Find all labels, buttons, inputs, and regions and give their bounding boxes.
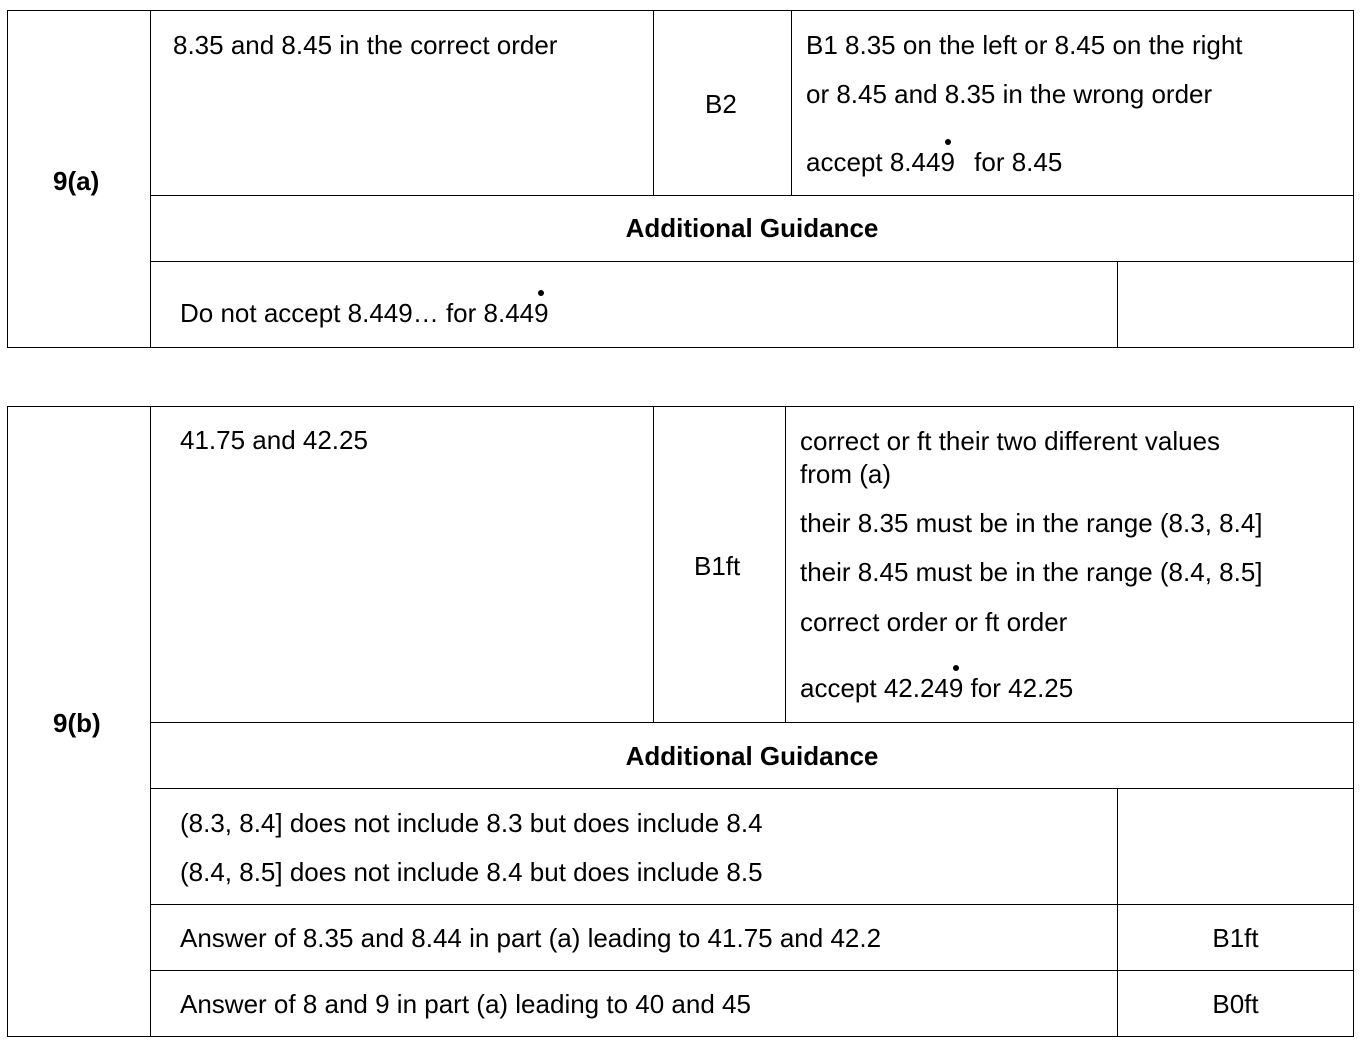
guidance-9a bbox=[180, 298, 549, 328]
guidance-9b-row1-line1: (8.3, 8.4] does not include 8.3 but does include 8.4 bbox=[180, 808, 763, 838]
divider bbox=[150, 970, 1354, 971]
mark-9b: B1ft bbox=[694, 551, 741, 581]
accept-prefix: accept 8.44 bbox=[806, 147, 941, 177]
recurring-digit bbox=[534, 298, 548, 328]
divider bbox=[1117, 261, 1118, 348]
divider bbox=[150, 261, 1354, 262]
divider bbox=[150, 722, 1354, 723]
recurring-dot-icon bbox=[945, 139, 951, 145]
guidance-prefix: Do not accept 8.449… for 8.44 bbox=[180, 298, 535, 328]
guidance-header-9b: Additional Guidance bbox=[625, 741, 879, 771]
comment-9b-line3: their 8.45 must be in the range (8.4, 8.5] bbox=[800, 557, 1263, 587]
recurring-digit-value: 9 bbox=[948, 673, 964, 703]
divider bbox=[150, 904, 1354, 905]
recurring-digit bbox=[949, 673, 963, 703]
accept-suffix: for 42.25 bbox=[963, 673, 1074, 703]
guidance-9b-row2-mark: B1ft bbox=[1212, 923, 1259, 953]
comment-9b-line1: correct or ft their two different values bbox=[800, 426, 1221, 456]
divider bbox=[653, 10, 654, 196]
guidance-9b-row2: Answer of 8.35 and 8.44 in part (a) leading to 41.75 and 42.2 bbox=[180, 923, 882, 953]
answer-9a: 8.35 and 8.45 in the correct order bbox=[173, 30, 558, 60]
comment-9b-line4: correct order or ft order bbox=[800, 607, 1068, 637]
accept-prefix: accept 42.24 bbox=[800, 673, 949, 703]
guidance-header-9a: Additional Guidance bbox=[625, 213, 879, 243]
divider bbox=[150, 195, 1354, 196]
guidance-9b-row3: Answer of 8 and 9 in part (a) leading to 40 and 45 bbox=[180, 989, 751, 1019]
comment-9b-line1b: from (a) bbox=[800, 459, 891, 489]
guidance-9b-row1-line2: (8.4, 8.5] does not include 8.4 but does include 8.5 bbox=[180, 857, 763, 887]
divider bbox=[653, 406, 654, 723]
accept-suffix: for 8.45 bbox=[966, 147, 1063, 177]
divider bbox=[791, 10, 792, 196]
mark-9a: B2 bbox=[705, 89, 737, 119]
recurring-digit-value: 9 bbox=[940, 147, 955, 177]
recurring-digit bbox=[940, 147, 954, 177]
recurring-digit-value: 9 bbox=[534, 298, 549, 328]
guidance-9b-row3-mark: B0ft bbox=[1212, 989, 1259, 1019]
answer-9b: 41.75 and 42.25 bbox=[180, 425, 368, 455]
comment-9b-accept bbox=[800, 673, 1073, 703]
question-label-9b: 9(b) bbox=[53, 708, 101, 738]
question-label-9a: 9(a) bbox=[53, 166, 100, 196]
divider bbox=[785, 406, 786, 723]
comment-9a-line2: or 8.45 and 8.35 in the wrong order bbox=[806, 79, 1213, 109]
comment-9a-accept bbox=[806, 147, 1062, 177]
divider bbox=[150, 10, 151, 348]
comment-9a-line1: B1 8.35 on the left or 8.45 on the right bbox=[806, 30, 1243, 60]
comment-9b-line2: their 8.35 must be in the range (8.3, 8.4] bbox=[800, 508, 1263, 538]
divider bbox=[150, 788, 1354, 789]
